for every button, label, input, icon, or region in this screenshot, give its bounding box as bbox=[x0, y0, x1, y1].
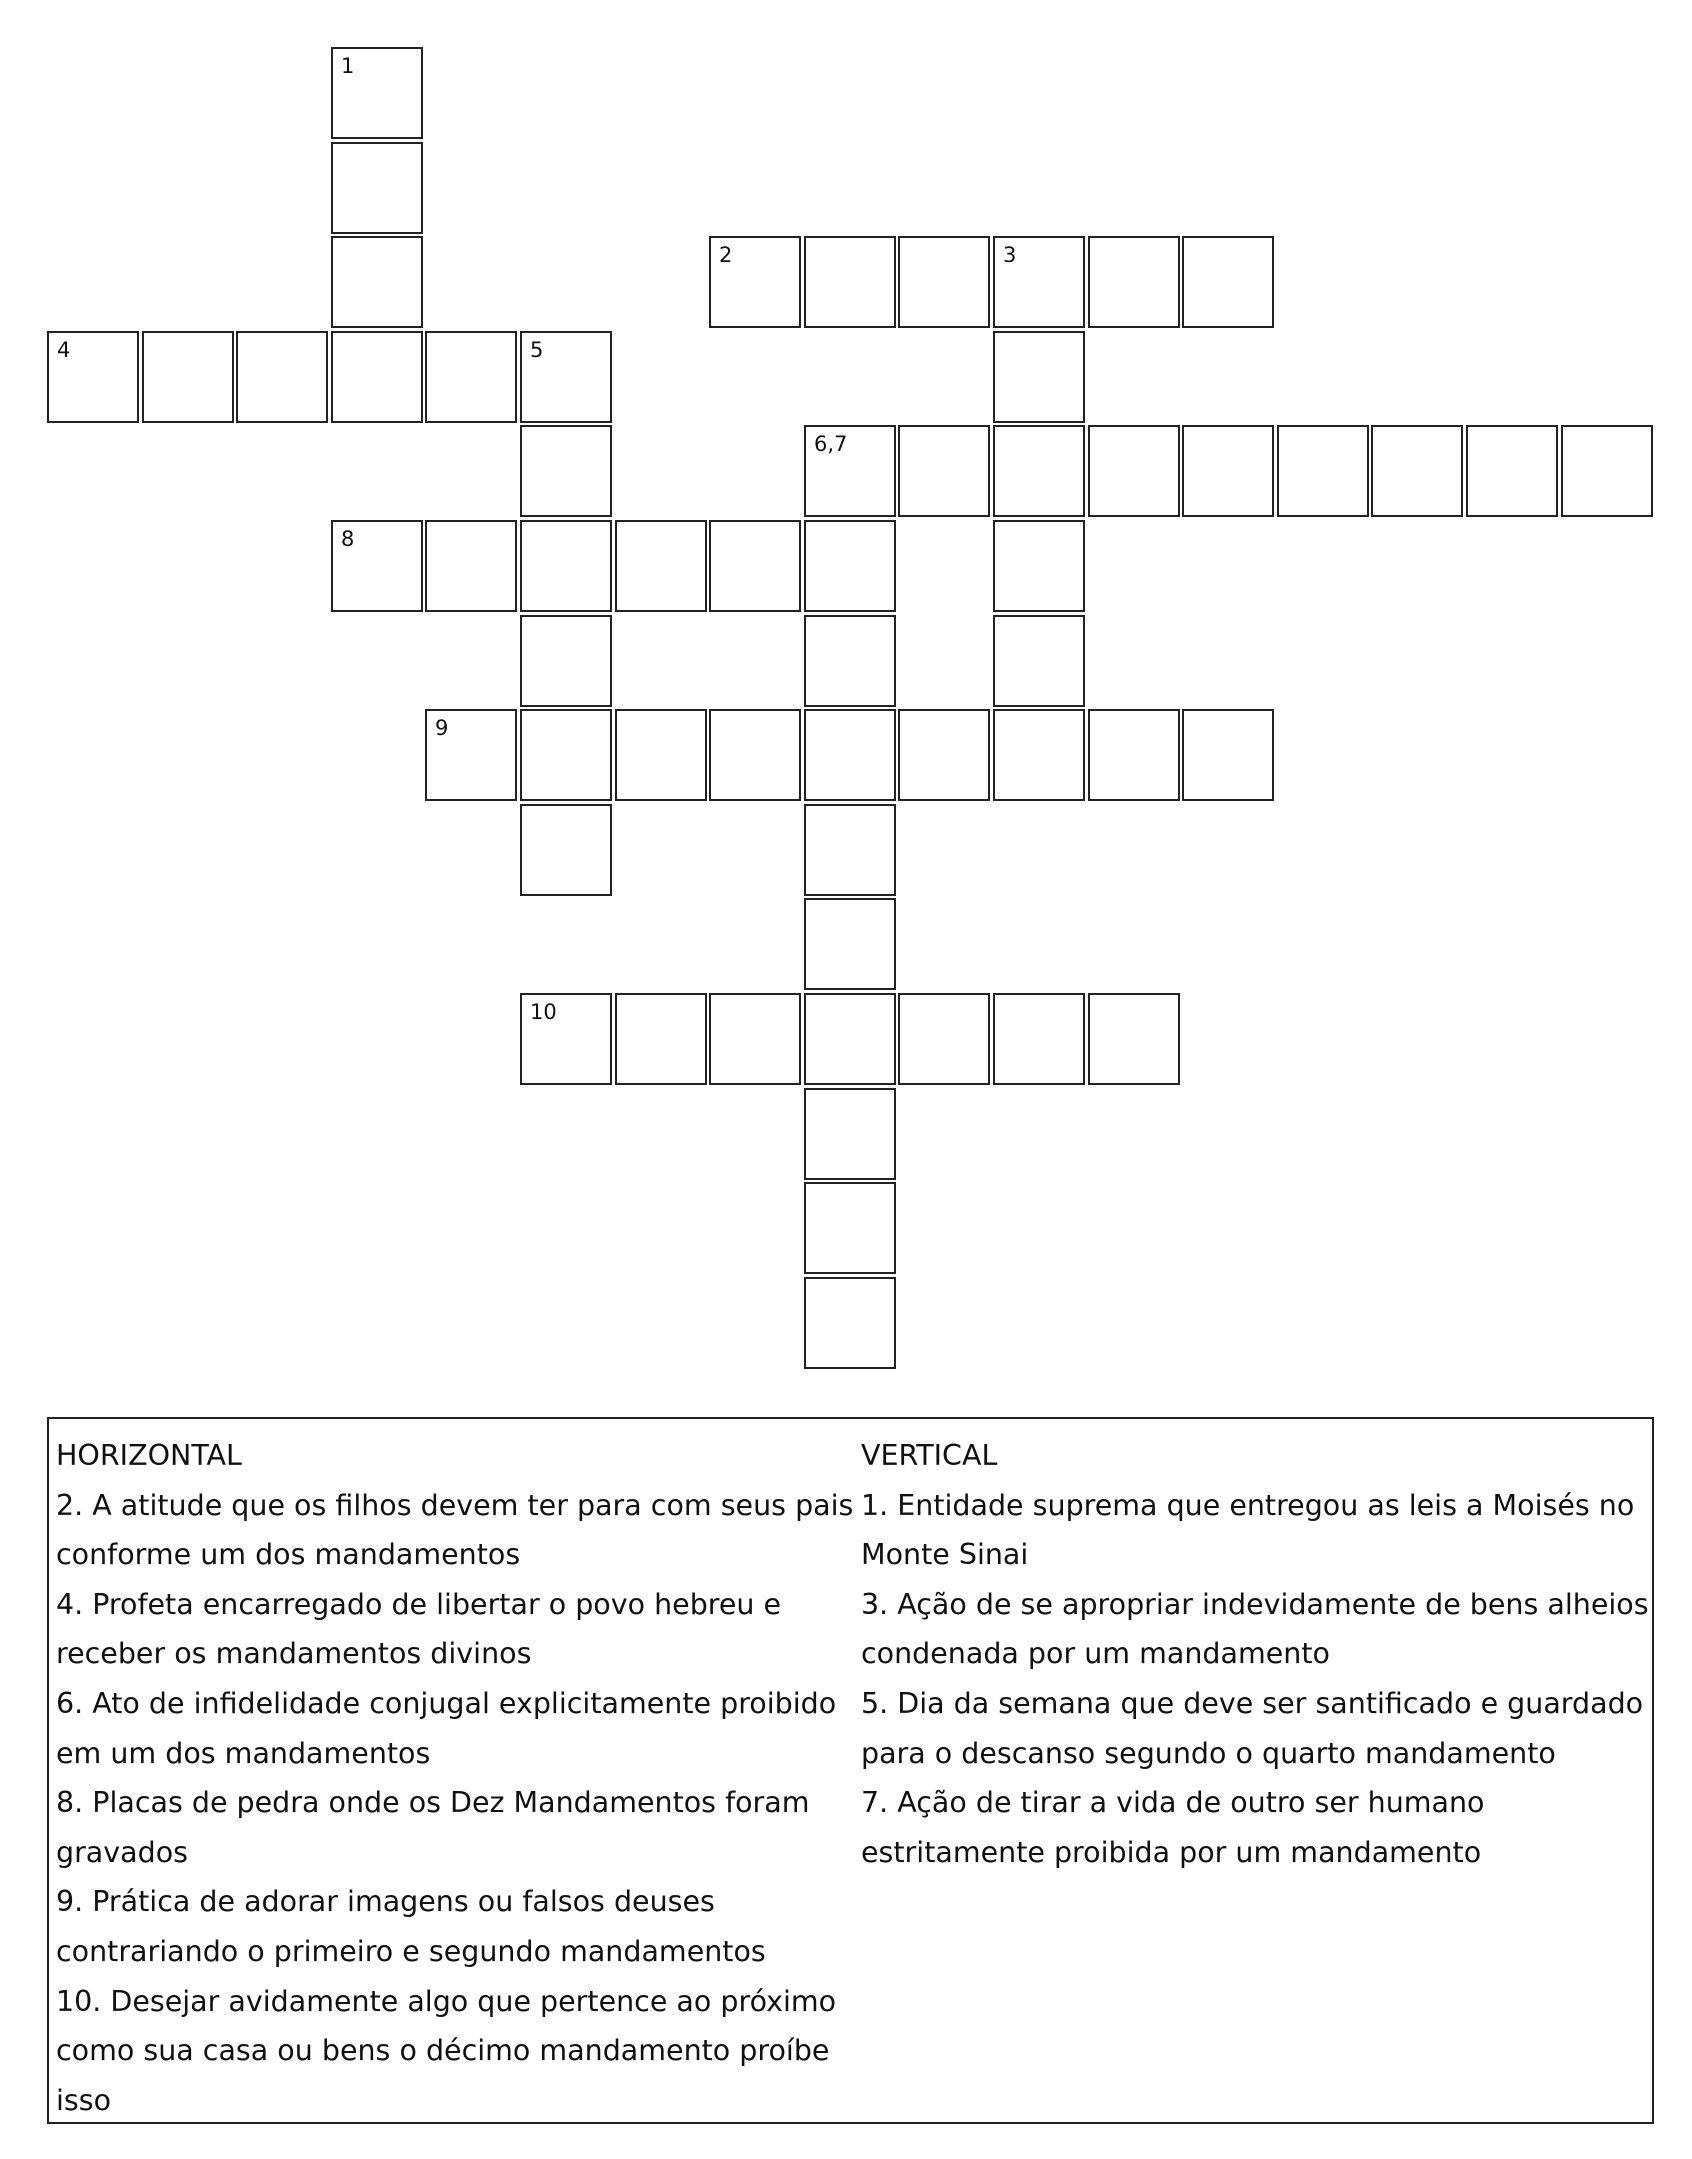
grid-cell[interactable] bbox=[993, 331, 1085, 423]
grid-cell[interactable] bbox=[1561, 425, 1653, 517]
grid-cell[interactable] bbox=[520, 615, 612, 707]
grid-cell[interactable] bbox=[1088, 236, 1180, 328]
clue-number: 8 bbox=[341, 527, 355, 551]
grid-cell[interactable] bbox=[993, 615, 1085, 707]
clue-number: 5 bbox=[530, 338, 544, 362]
grid-cell[interactable] bbox=[804, 1182, 896, 1274]
grid-cell[interactable] bbox=[993, 425, 1085, 517]
grid-cell[interactable] bbox=[331, 331, 423, 423]
horizontal-clues bbox=[56, 1431, 856, 2125]
grid-cell[interactable] bbox=[804, 1088, 896, 1180]
grid-cell[interactable] bbox=[331, 47, 423, 139]
clue-vertical-5: 5. Dia da semana que deve ser santificado e guardado para o descanso segundo o quarto mandamento bbox=[861, 1686, 1644, 1770]
grid-cell[interactable] bbox=[804, 615, 896, 707]
grid-cell[interactable] bbox=[331, 520, 423, 612]
grid-cell[interactable] bbox=[898, 993, 990, 1085]
grid-cell[interactable] bbox=[804, 993, 896, 1085]
clue-vertical-1: 1. Entidade suprema que entregou as leis a Moisés no Monte Sinai bbox=[861, 1488, 1635, 1572]
clue-horizontal-8: 8. Placas de pedra onde os Dez Mandamentos foram gravados bbox=[56, 1786, 810, 1869]
clue-number: 3 bbox=[1003, 243, 1017, 267]
grid-cell[interactable] bbox=[236, 331, 328, 423]
grid-cell[interactable] bbox=[709, 993, 801, 1085]
grid-cell[interactable] bbox=[898, 425, 990, 517]
vertical-clues bbox=[861, 1431, 1651, 1877]
clue-horizontal-6: 6. Ato de infidelidade conjugal explicitamente proibido em um dos mandamentos bbox=[56, 1686, 837, 1770]
clue-number: 2 bbox=[719, 243, 733, 267]
clues-box bbox=[47, 1417, 1654, 2124]
clue-vertical-3: 3. Ação de se apropriar indevidamente de bens alheios condenada por um mandamento bbox=[861, 1587, 1649, 1671]
grid-cell[interactable] bbox=[520, 331, 612, 423]
grid-cell[interactable] bbox=[1277, 425, 1369, 517]
grid-cell[interactable] bbox=[709, 236, 801, 328]
grid-cell[interactable] bbox=[520, 804, 612, 896]
grid-cell[interactable] bbox=[993, 709, 1085, 801]
grid-cell[interactable] bbox=[425, 331, 517, 423]
grid-cell[interactable] bbox=[804, 520, 896, 612]
grid-cell[interactable] bbox=[709, 520, 801, 612]
clue-horizontal-4: 4. Profeta encarregado de libertar o povo hebreu e receber os mandamentos divinos bbox=[56, 1587, 782, 1671]
grid-cell[interactable] bbox=[804, 709, 896, 801]
clue-number: 4 bbox=[57, 338, 71, 362]
grid-cell[interactable] bbox=[1088, 993, 1180, 1085]
clue-number: 10 bbox=[530, 1000, 557, 1024]
grid-cell[interactable] bbox=[898, 236, 990, 328]
grid-cell[interactable] bbox=[1182, 236, 1274, 328]
grid-cell[interactable] bbox=[520, 709, 612, 801]
grid-cell[interactable] bbox=[425, 520, 517, 612]
grid-cell[interactable] bbox=[898, 709, 990, 801]
grid-cell[interactable] bbox=[615, 993, 707, 1085]
grid-cell[interactable] bbox=[1182, 709, 1274, 801]
grid-cell[interactable] bbox=[520, 520, 612, 612]
horizontal-heading: HORIZONTAL bbox=[56, 1439, 242, 1472]
clue-number: 9 bbox=[435, 716, 449, 740]
grid-cell[interactable] bbox=[331, 236, 423, 328]
grid-cell[interactable] bbox=[520, 993, 612, 1085]
grid-cell[interactable] bbox=[1088, 709, 1180, 801]
grid-cell[interactable] bbox=[1371, 425, 1463, 517]
grid-cell[interactable] bbox=[615, 709, 707, 801]
clue-horizontal-10: 10. Desejar avidamente algo que pertence ao próximo como sua casa ou bens o décimo mandamento proíbe isso bbox=[56, 1984, 837, 2117]
clue-vertical-7: 7. Ação de tirar a vida de outro ser humano estritamente proibida por um mandamento bbox=[861, 1786, 1485, 1869]
grid-cell[interactable] bbox=[331, 142, 423, 234]
grid-cell[interactable] bbox=[993, 993, 1085, 1085]
grid-cell[interactable] bbox=[425, 709, 517, 801]
grid-cell[interactable] bbox=[520, 425, 612, 517]
grid-cell[interactable] bbox=[804, 1277, 896, 1369]
grid-cell[interactable] bbox=[1088, 425, 1180, 517]
grid-cell[interactable] bbox=[709, 709, 801, 801]
grid-cell[interactable] bbox=[993, 520, 1085, 612]
grid-cell[interactable] bbox=[993, 236, 1085, 328]
grid-cell[interactable] bbox=[47, 331, 139, 423]
grid-cell[interactable] bbox=[1466, 425, 1558, 517]
clue-number: 6,7 bbox=[814, 432, 848, 456]
clue-number: 1 bbox=[341, 54, 355, 78]
grid-cell[interactable] bbox=[615, 520, 707, 612]
grid-cell[interactable] bbox=[804, 898, 896, 990]
grid-cell[interactable] bbox=[804, 236, 896, 328]
clue-horizontal-2: 2. A atitude que os filhos devem ter para com seus pais conforme um dos mandamentos bbox=[56, 1488, 854, 1572]
vertical-heading: VERTICAL bbox=[861, 1439, 998, 1472]
grid-cell[interactable] bbox=[1182, 425, 1274, 517]
grid-cell[interactable] bbox=[804, 425, 896, 517]
grid-cell[interactable] bbox=[142, 331, 234, 423]
grid-cell[interactable] bbox=[804, 804, 896, 896]
clue-horizontal-9: 9. Prática de adorar imagens ou falsos deuses contrariando o primeiro e segundo mandamentos bbox=[56, 1885, 766, 1968]
